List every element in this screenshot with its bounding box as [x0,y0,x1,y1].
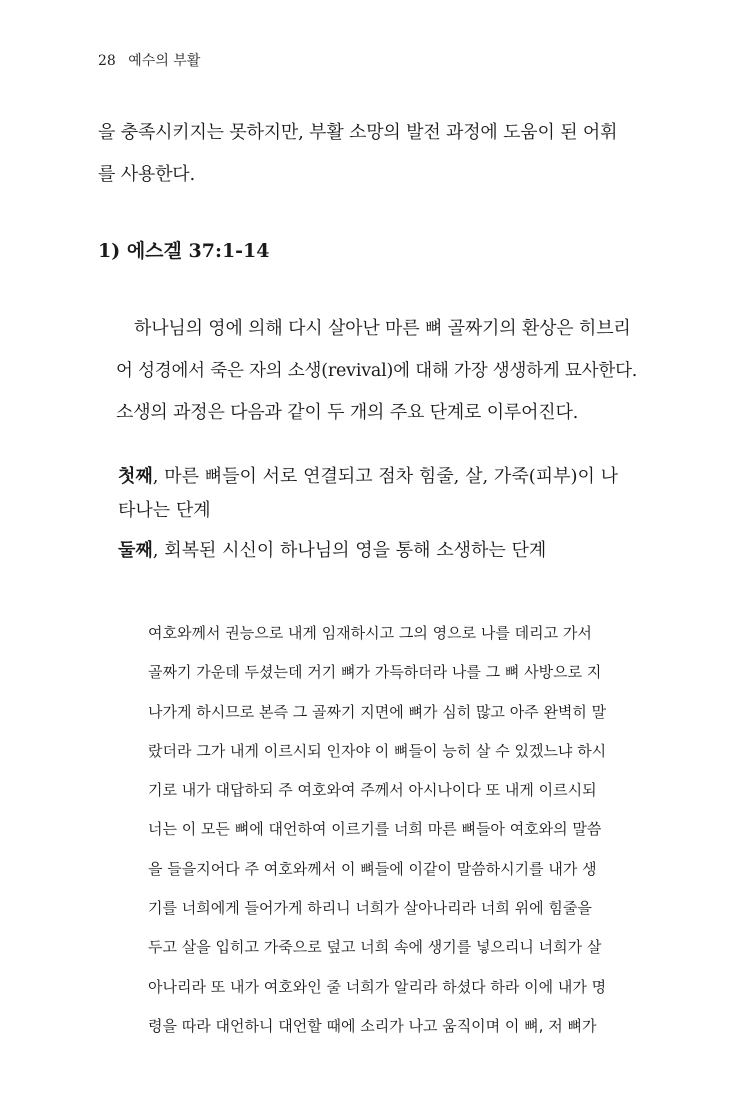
stage-second-label: 둘째 [118,540,153,561]
paragraph-line: 어 성경에서 죽은 자의 소생(revival)에 대해 가장 생생하게 묘사한다. [116,361,638,381]
stage-first-label: 첫째 [118,466,153,487]
section-heading: 1) 에스겔 37:1-14 [98,240,270,262]
stage-first-continuation: 타나는 단계 [118,500,211,521]
quote-line: 나가게 하시므로 본즉 그 골짜기 지면에 뼈가 심히 많고 아주 완벽히 말 [148,702,607,721]
quote-line: 아나리라 또 내가 여호와인 줄 너희가 알리라 하셨다 하라 이에 내가 명 [148,977,607,996]
quote-line: 령을 따라 대언하니 대언할 때에 소리가 나고 움직이며 이 뼈, 저 뼈가 [148,1016,597,1035]
quote-line: 을 들을지어다 주 여호와께서 이 뼈들에 이같이 말씀하시기를 내가 생 [148,859,597,878]
stage-second [118,534,638,568]
quote-line: 골짜기 가운데 두셨는데 거기 뼈가 가득하더라 나를 그 뼈 사방으로 지 [148,663,602,682]
paragraph-line: 하나님의 영에 의해 다시 살아난 마른 뼈 골짜기의 환상은 히브리 [134,318,631,339]
stage-second-text: , 회복된 시신이 하나님의 영을 통해 소생하는 단계 [152,540,547,561]
quote-line: 여호와께서 권능으로 내게 임재하시고 그의 영으로 나를 데리고 가서 [148,624,592,642]
page-number: 28 [98,53,116,69]
intro-line: 를 사용한다. [98,164,195,185]
quote-line: 기로 내가 대답하되 주 여호와여 주께서 아시나이다 또 내게 이르시되 [148,781,597,800]
quote-line: 너는 이 모든 뼈에 대언하여 이르기를 너희 마른 뼈들아 여호와의 말씀 [148,820,602,839]
intro-paragraph [98,112,640,196]
running-title: 예수의 부활 [128,53,201,69]
body-paragraph [98,308,640,434]
paragraph-line: 소생의 과정은 다음과 같이 두 개의 주요 단계로 이루어진다. [116,402,579,423]
stages-list [118,460,638,574]
running-header [98,50,200,70]
stage-first-text: , 마른 뼈들이 서로 연결되고 점차 힘줄, 살, 가죽(피부)이 나 [152,466,619,487]
quote-line: 기를 너희에게 들어가게 하리니 너희가 살아나리라 너희 위에 힘줄을 [148,899,592,918]
stage-first [118,460,638,528]
quote-line: 두고 살을 입히고 가죽으로 덮고 너희 속에 생기를 넣으리니 너희가 살 [148,938,602,957]
scripture-quote [148,614,633,1046]
quote-line: 랐더라 그가 내게 이르시되 인자야 이 뼈들이 능히 살 수 있겠느냐 하시 [148,741,607,760]
intro-line: 을 충족시키지는 못하지만, 부활 소망의 발전 과정에 도움이 된 어휘 [98,122,618,143]
